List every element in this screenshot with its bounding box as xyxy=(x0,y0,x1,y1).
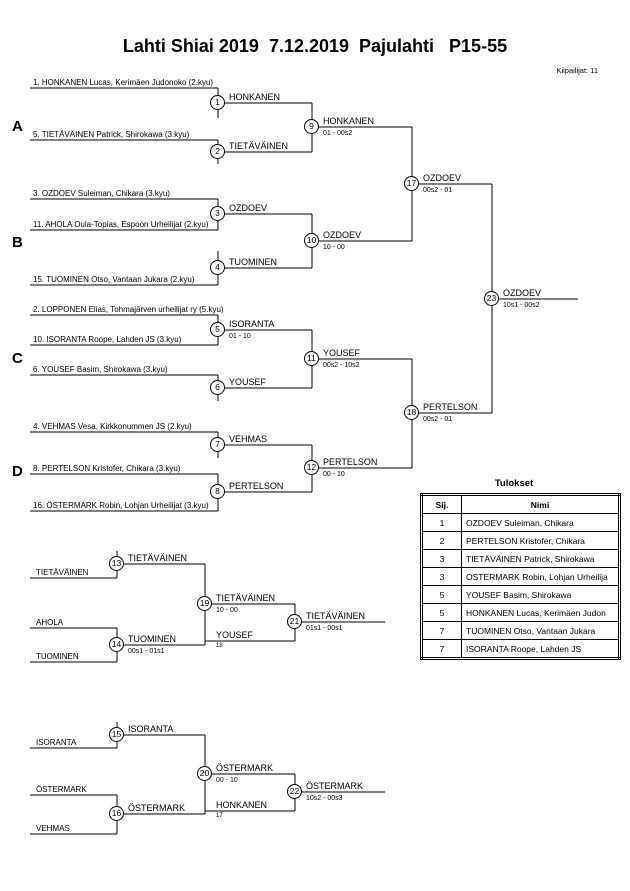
result-place: 7 xyxy=(422,622,462,640)
match-score: 00 - 10 xyxy=(323,471,345,478)
match-number-circle: 5 xyxy=(210,322,225,337)
seed-entry: 11. AHOLA Oula-Topias, Espoon Urheilijat (2.kyu) xyxy=(33,220,209,229)
repechage-entrant: ISORANTA xyxy=(36,738,77,747)
match-winner: YOUSEF xyxy=(229,377,267,387)
results-table xyxy=(420,493,621,660)
table-row xyxy=(422,568,620,586)
seed-entry: 4. VEHMAS Vesa, Kirkkonummen JS (2.kyu) xyxy=(33,422,192,431)
repechage-entrant: TUOMINEN xyxy=(36,652,79,661)
feed-match-number: 17 xyxy=(216,813,223,819)
match-winner: HONKANEN xyxy=(229,92,281,102)
result-name: ISORANTA Roope, Lahden JS xyxy=(462,640,620,659)
match-number-circle: 21 xyxy=(287,614,302,629)
seed-entry: 5. TIETÄVÄINEN Patrick, Shirokawa (3.kyu) xyxy=(33,130,190,139)
seed-entry: 16. ÖSTERMARK Robin, Lohjan Urheilijat (3.kyu) xyxy=(33,501,209,510)
seed-entry: 2. LOPPONEN Elias, Tohmajärven urheilijat ry (5.kyu) xyxy=(33,305,224,314)
match-number-circle: 22 xyxy=(287,784,302,799)
seed-entry: 15. TUOMINEN Otso, Vantaan Jukara (2.kyu) xyxy=(33,275,195,284)
match-winner: PERTELSON xyxy=(323,457,378,467)
match-score: 00s2 - 01 xyxy=(423,187,453,194)
results-col-place: Sij. xyxy=(422,495,462,514)
bronze-winner: ÖSTERMARK xyxy=(306,781,364,791)
match-number-circle: 10 xyxy=(304,233,319,248)
seed-entry: 1. HONKANEN Lucas, Kerimäen Judonoko (2.kyu) xyxy=(33,78,214,87)
feed-match-number: 18 xyxy=(216,643,223,649)
match-number-circle: 13 xyxy=(109,556,124,571)
repechage-feed: HONKANEN xyxy=(216,800,268,810)
match-score: 10s1 - 00s2 xyxy=(503,302,540,309)
result-place: 2 xyxy=(422,532,462,550)
match-winner: PERTELSON xyxy=(423,402,478,412)
match-winner: OZDOEV xyxy=(323,230,362,240)
match-winner: ÖSTERMARK xyxy=(128,803,186,813)
repechage-feed: YOUSEF xyxy=(216,630,254,640)
match-score: 01 - 10 xyxy=(229,333,251,340)
match-winner: TUOMINEN xyxy=(229,257,277,267)
competitors-count: Kilpailijat: 11 xyxy=(556,66,598,75)
match-number-circle: 16 xyxy=(109,806,124,821)
match-winner: VEHMAS xyxy=(229,434,268,444)
match-number-circle: 14 xyxy=(109,637,124,652)
result-place: 1 xyxy=(422,514,462,532)
match-number-circle: 23 xyxy=(484,291,499,306)
pool-letter-a: A xyxy=(12,118,23,135)
match-winner: PERTELSON xyxy=(229,481,284,491)
result-name: OZDOEV Suleiman, Chikara xyxy=(462,514,620,532)
page-title: Lahti Shiai 2019 7.12.2019 Pajulahti P15-55 xyxy=(122,36,508,56)
repechage-entrant: ÖSTERMARK xyxy=(36,785,87,794)
results-title: Tulokset xyxy=(494,478,534,489)
seed-entry: 8. PERTELSON Kristofer, Chikara (3.kyu) xyxy=(33,464,181,473)
table-row xyxy=(422,514,620,532)
match-number-circle: 2 xyxy=(210,144,225,159)
match-winner: ÖSTERMARK xyxy=(216,763,274,773)
match-score: 01s1 - 00s1 xyxy=(306,625,343,632)
match-score: 10 - 00 xyxy=(216,607,238,614)
result-place: 3 xyxy=(422,550,462,568)
match-winner: TUOMINEN xyxy=(128,634,176,644)
result-name: YOUSEF Basim, Shirokawa xyxy=(462,586,620,604)
pool-letter-b: B xyxy=(12,234,23,251)
match-winner: TIETÄVÄINEN xyxy=(229,141,289,151)
table-row xyxy=(422,640,620,659)
match-number-circle: 11 xyxy=(304,351,319,366)
bronze-winner: TIETÄVÄINEN xyxy=(306,611,366,621)
match-number-circle: 20 xyxy=(197,766,212,781)
match-number-circle: 1 xyxy=(210,95,225,110)
result-name: HONKANEN Lucas, Kerimäen Judon xyxy=(462,604,620,622)
seed-entry: 3. OZDOEV Suleiman, Chikara (3.kyu) xyxy=(33,189,170,198)
match-number-circle: 3 xyxy=(210,206,225,221)
result-name: TUOMINEN Otso, Vantaan Jukara xyxy=(462,622,620,640)
seed-entry: 10. ISORANTA Roope, Lahden JS (3.kyu) xyxy=(33,335,182,344)
table-row xyxy=(422,550,620,568)
table-row xyxy=(422,604,620,622)
match-number-circle: 8 xyxy=(210,484,225,499)
match-score: 00s2 - 10s2 xyxy=(323,362,360,369)
pool-letter-c: C xyxy=(12,350,23,367)
match-number-circle: 15 xyxy=(109,727,124,742)
match-number-circle: 12 xyxy=(304,460,319,475)
result-place: 7 xyxy=(422,640,462,659)
match-number-circle: 9 xyxy=(304,119,319,134)
result-name: OSTERMARK Robin, Lohjan Urheilija xyxy=(462,568,620,586)
repechage-entrant: AHOLA xyxy=(36,618,64,627)
repechage-entrant: VEHMAS xyxy=(36,824,70,833)
match-number-circle: 19 xyxy=(197,596,212,611)
result-name: TIETÄVÄINEN Patrick, Shirokawa xyxy=(462,550,620,568)
table-row xyxy=(422,622,620,640)
match-score: 00s1 - 01s1 xyxy=(128,648,165,655)
match-score: 01 - 00s2 xyxy=(323,130,353,137)
seed-entry: 6. YOUSEF Basim, Shirokawa (3.kyu) xyxy=(33,365,168,374)
match-number-circle: 4 xyxy=(210,260,225,275)
result-place: 3 xyxy=(422,568,462,586)
result-place: 5 xyxy=(422,586,462,604)
match-number-circle: 6 xyxy=(210,380,225,395)
match-winner: OZDOEV xyxy=(423,173,462,183)
final-winner: OZDOEV xyxy=(503,288,542,298)
table-row xyxy=(422,586,620,604)
result-name: PERTELSON Kristofer, Chikara xyxy=(462,532,620,550)
result-place: 5 xyxy=(422,604,462,622)
match-score: 10s2 - 00s3 xyxy=(306,795,343,802)
match-score: 00s2 - 01 xyxy=(423,416,453,423)
repechage-entrant: TIETÄVÄINEN xyxy=(36,568,89,577)
pool-letter-d: D xyxy=(12,463,23,480)
table-row xyxy=(422,532,620,550)
match-winner: TIETÄVÄINEN xyxy=(128,553,188,563)
match-winner: ISORANTA xyxy=(229,319,275,329)
match-winner: TIETÄVÄINEN xyxy=(216,593,276,603)
match-winner: OZDOEV xyxy=(229,203,268,213)
match-winner: YOUSEF xyxy=(323,348,361,358)
match-number-circle: 18 xyxy=(404,405,419,420)
match-number-circle: 7 xyxy=(210,437,225,452)
match-winner: ISORANTA xyxy=(128,724,174,734)
match-winner: HONKANEN xyxy=(323,116,375,126)
match-number-circle: 17 xyxy=(404,176,419,191)
results-col-name: Nimi xyxy=(462,495,620,514)
match-score: 10 - 00 xyxy=(323,244,345,251)
match-score: 00 - 10 xyxy=(216,777,238,784)
